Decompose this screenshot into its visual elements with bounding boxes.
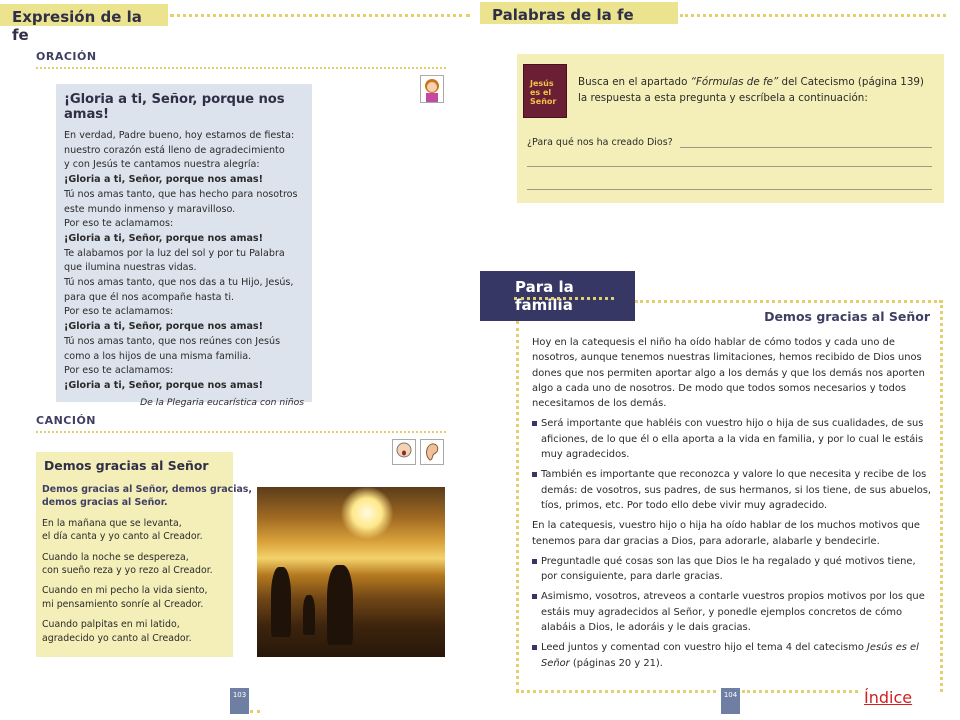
- bottom-divider-left: [250, 710, 260, 713]
- song-line: con sueño reza y yo rezo al Creador.: [42, 565, 213, 577]
- song-line: el día canta y yo canto al Creador.: [42, 531, 203, 543]
- prayer-lines: [64, 129, 304, 394]
- family-title: Demos gracias al Señor: [764, 309, 930, 324]
- prayer-line: Tú nos amas tanto, que nos das a tu Hijo, Jesús,: [64, 277, 294, 289]
- right-section-tab: Palabras de la fe: [480, 2, 678, 24]
- oracion-heading-text: ORACIÓN: [36, 50, 97, 63]
- family-tab: [480, 271, 635, 321]
- top-divider-right: [680, 14, 946, 17]
- prayer-line: para que él nos acompañe hasta ti.: [64, 291, 235, 303]
- song-line: Cuando palpitas en mi latido,: [42, 619, 180, 631]
- family-paragraph-2: En la catequesis, vuestro hijo o hija ha oído hablar de los muchos motivos que tenemos para dar gracias a Dios, para adorarle, alabarle y bendecirle.: [532, 520, 920, 547]
- family-frame-bottom-b: [742, 690, 858, 693]
- prayer-box: [56, 84, 312, 408]
- page-number-left-text: 103: [232, 691, 247, 699]
- family-bullet-2: También es importante que reconozca y valore lo que necesita y recibe de los demás: de vosotros, sus padres, de sus hermanos, si los tiene, de sus abuelos, tíos, primos, etc. Por todo ello debe vivir muy agradecido.: [532, 467, 932, 513]
- oracion-heading: [36, 50, 97, 63]
- cancion-divider: [36, 431, 446, 433]
- family-frame-right: [940, 300, 943, 692]
- stanza-gap: [42, 577, 227, 584]
- catechism-book-cover: [523, 64, 567, 118]
- stanza-gap: [42, 611, 227, 618]
- answer-line-2[interactable]: [527, 166, 932, 167]
- stanza-gap: [42, 510, 227, 517]
- prayer-line: Por eso te aclamamos:: [64, 218, 174, 230]
- book-cover-title: Jesús es el Señor: [530, 79, 557, 106]
- song-line: Demos gracias al Señor, demos gracias,: [42, 484, 252, 495]
- family-bullet-5-em: Jesús es el Señor: [541, 642, 919, 669]
- answer-line-1[interactable]: [680, 147, 932, 148]
- faith-question: ¿Para qué nos ha creado Dios?: [527, 137, 673, 148]
- prayer-source: De la Plegaria eucarística con niños: [140, 396, 304, 408]
- girl-praying-icon: [420, 75, 444, 103]
- faith-instruction-em: “Fórmulas de fe”: [690, 76, 779, 88]
- family-body: [532, 335, 932, 676]
- prayer-line: Te alabamos por la luz del sol y por tu Palabra: [64, 247, 285, 259]
- prayer-line: este mundo inmenso y maravilloso.: [64, 203, 236, 215]
- page-number-right: [721, 688, 740, 714]
- song-line: En la mañana que se levanta,: [42, 517, 182, 529]
- family-tab-title: Para la familia: [515, 278, 574, 314]
- stanza-gap: [42, 544, 227, 551]
- family-bullet-5: [532, 640, 932, 671]
- singing-icon: [392, 439, 416, 465]
- cancion-heading-text: CANCIÓN: [36, 414, 97, 427]
- adult-silhouette: [271, 567, 291, 637]
- left-section-tab: Expresión de la fe: [0, 4, 168, 26]
- song-line: demos gracias al Señor.: [42, 497, 168, 509]
- cancion-heading: [36, 414, 96, 427]
- prayer-line: Tú nos amas tanto, que has hecho para nosotros: [64, 188, 298, 200]
- faith-instruction-pre: Busca en el apartado: [578, 76, 691, 88]
- song-lines: [42, 483, 252, 645]
- prayer-line: que ilumina nuestras vidas.: [64, 262, 197, 274]
- prayer-line: Tú nos amas tanto, que nos reúnes con Jesús: [64, 335, 281, 347]
- prayer-line: como a los hijos de una misma familia.: [64, 350, 252, 362]
- sun: [341, 487, 393, 539]
- family-bullet-5-pre: Leed juntos y comentad con vuestro hijo el tema 4 del catecismo: [541, 642, 868, 654]
- sunset-family-photo: [257, 487, 445, 657]
- page-number-right-text: 104: [723, 691, 738, 699]
- top-divider: [170, 14, 470, 17]
- faith-instruction-post: del Catecismo (página 139) la respuesta a esta pregunta y escríbela a continuación:: [578, 76, 924, 104]
- song-line: agradecido yo canto al Creador.: [42, 632, 192, 644]
- family-frame-left: [516, 321, 519, 692]
- child-silhouette: [303, 595, 315, 635]
- prayer-line: y con Jesús te cantamos nuestra alegría:: [64, 159, 260, 171]
- family-bullet-4: Asimismo, vosotros, atreveos a contarle vuestros propios motivos por los que estáis muy agradecidos al Señor, y ponedle ejemplos concretos de cómo alabáis a Dios, le adoráis y le dais gracias.: [532, 589, 932, 635]
- answer-line-3[interactable]: [527, 189, 932, 190]
- family-bullet-1: Será importante que habléis con vuestro hijo o hija de sus cualidades, de sus aficiones, de lo que él o ella aporta a la vida en familia, y por lo cual le estáis muy agradecidos.: [532, 416, 932, 462]
- family-bullet-3: Preguntadle qué cosas son las que Dios le ha regalado y qué motivos tiene, por consiguiente, para darle gracias.: [532, 554, 932, 585]
- oracion-divider: [36, 67, 446, 69]
- family-tab-underline: [514, 297, 614, 300]
- page-number-left: [230, 688, 249, 714]
- prayer-title: ¡Gloria a ti, Señor, porque nos amas!: [64, 92, 285, 122]
- prayer-line: En verdad, Padre bueno, hoy estamos de fiesta:: [64, 130, 295, 141]
- family-frame-bottom-a: [516, 690, 716, 693]
- adult-silhouette-2: [327, 565, 353, 645]
- prayer-line: Por eso te aclamamos:: [64, 365, 174, 377]
- prayer-line: ¡Gloria a ti, Señor, porque nos amas!: [64, 379, 264, 391]
- family-paragraph-1: Hoy en la catequesis el niño ha oído hablar de cómo todos y cada uno de nosotros, aunque tenemos nuestras limitaciones, hemos recibido de Dios unos dones que nos permiten aportar algo a los demás y que los demás nos aporten algo a cada uno de nosotros. De modo que todos somos necesarios y todos necesitamos de los demás.: [532, 337, 925, 410]
- song-line: mi pensamiento sonríe al Creador.: [42, 598, 204, 610]
- song-title: Demos gracias al Señor: [44, 458, 209, 473]
- prayer-line: ¡Gloria a ti, Señor, porque nos amas!: [64, 321, 264, 333]
- family-frame-top: [635, 300, 942, 303]
- prayer-line: Por eso te aclamamos:: [64, 306, 174, 318]
- prayer-line: ¡Gloria a ti, Señor, porque nos amas!: [64, 232, 264, 244]
- faith-instruction: [578, 74, 930, 106]
- prayer-line: ¡Gloria a ti, Señor, porque nos amas!: [64, 174, 264, 186]
- song-line: Cuando la noche se despereza,: [42, 551, 189, 563]
- family-bullet-5-post: (páginas 20 y 21).: [569, 657, 663, 669]
- prayer-line: nuestro corazón está lleno de agradecimiento: [64, 144, 285, 156]
- index-link[interactable]: Índice: [864, 688, 913, 707]
- ear-icon: [420, 439, 444, 465]
- song-box: [36, 452, 252, 657]
- song-line: Cuando en mi pecho la vida siento,: [42, 585, 208, 597]
